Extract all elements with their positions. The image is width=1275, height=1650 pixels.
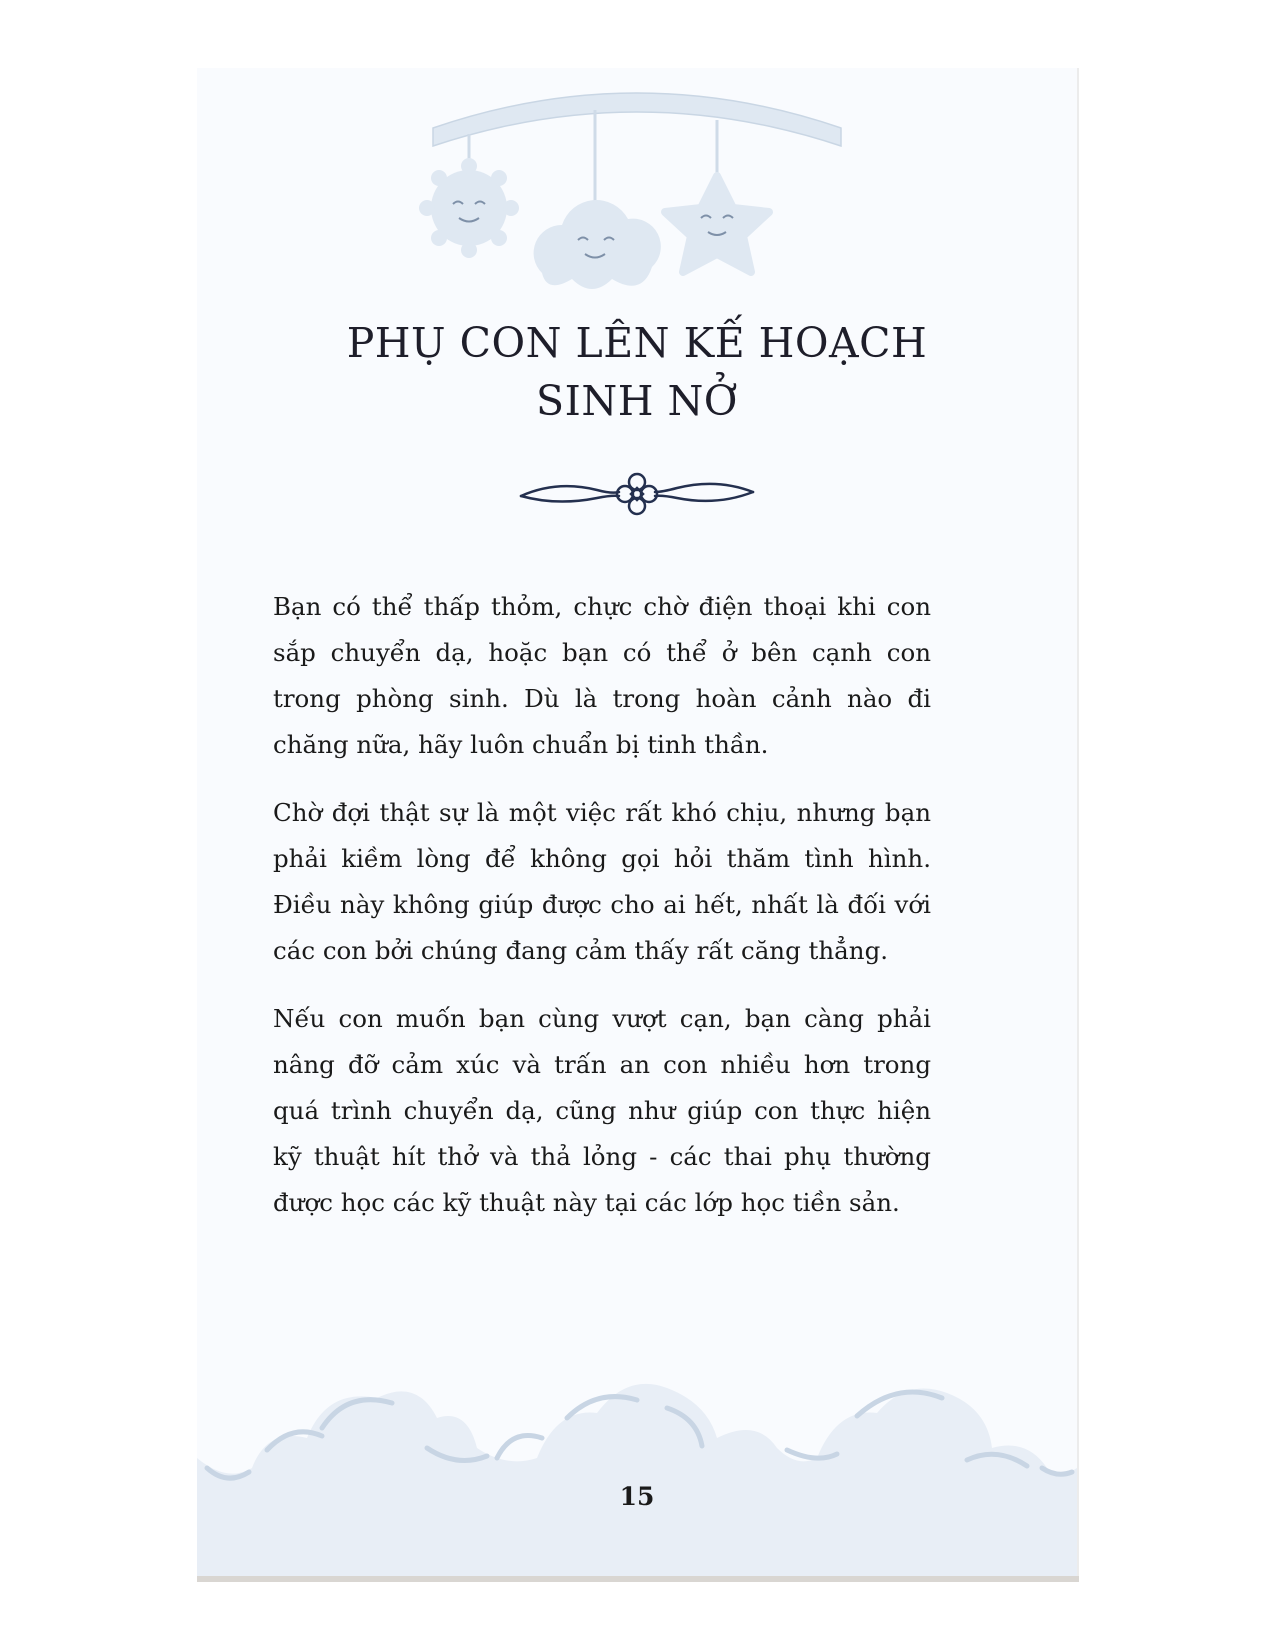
sun-icon (419, 158, 519, 258)
paragraph: Nếu con muốn bạn cùng vượt cạn, bạn càng phải nâng đỡ cảm xúc và trấn an con nhiều hơn trong quá trình chuyển dạ, cũng như giúp con thực hiện kỹ thuật hít thở và thả lỏng - các thai phụ thường được học các kỹ thuật này tại các lớp học tiền sản. (273, 1004, 931, 1217)
divider-ornament-icon (517, 468, 757, 518)
chapter-title-line-1: PHỤ CON LÊN KẾ HOẠCH (346, 319, 928, 367)
paragraph: Chờ đợi thật sự là một việc rất khó chịu, nhưng bạn phải kiềm lòng để không gọi hỏi thăm tình hình. Điều này không giúp được cho ai hết, nhất là đối với các con bởi chúng đang cảm thấy rất căng thẳng. (273, 798, 931, 965)
page-bottom-edge (197, 1576, 1079, 1582)
star-icon (665, 176, 769, 272)
body-text (273, 584, 931, 1248)
cloud-icon (534, 200, 661, 289)
chapter-title (197, 314, 1077, 430)
mobile-arc (433, 93, 841, 146)
chapter-title-line-2: SINH NỞ (536, 377, 738, 425)
book-page (197, 68, 1079, 1576)
paragraph: Bạn có thể thấp thỏm, chực chờ điện thoại khi con sắp chuyển dạ, hoặc bạn có thể ở bên cạnh con trong phòng sinh. Dù là trong hoàn cảnh nào đi chăng nữa, hãy luôn chuẩn bị tinh thần. (273, 592, 931, 759)
cloud-border-illustration (197, 1368, 1077, 1576)
page-number: 15 (619, 1482, 655, 1511)
